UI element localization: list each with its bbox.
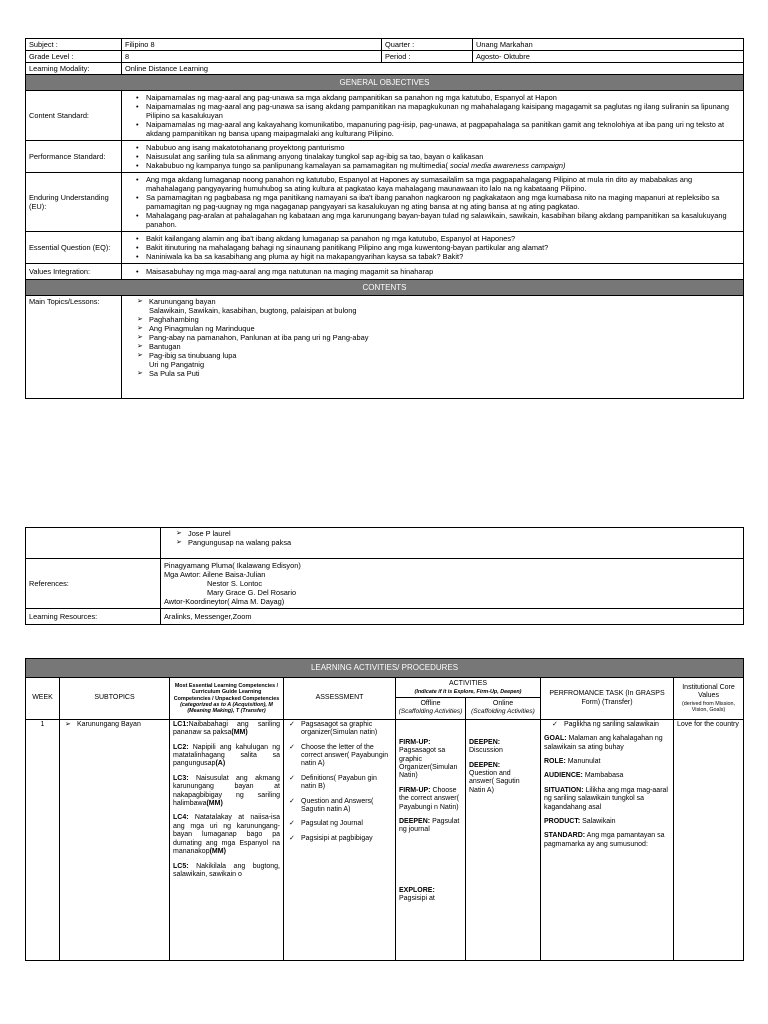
grasps-standard: STANDARD: Ang mga pamantayan sa pagmamarka ay ang sumusunod: bbox=[544, 832, 665, 848]
enduring-understanding-item: • Sa pamamagitan ng pagbabasa ng mga panitikang namayani sa iba't ibang panahon nagkaroon ng pagkakataon ang mga kumabasa nito na maging mapanuri at repleksibo sa pamamagitan ng pag-uugnay ng mga nagaganap pangyayari sa kasalukuyan ng ating bansa at ng ating bansa at ng ating pagkatao. bbox=[138, 193, 740, 211]
offline-explore: EXPLORE: Pagsisipi at bbox=[399, 886, 435, 903]
performance-standard-row bbox=[26, 141, 744, 173]
col-offline-note: (Scaffolding Activities) bbox=[398, 708, 463, 716]
grade-value: 8 bbox=[122, 51, 382, 63]
grasps-role: ROLE: Manunulat bbox=[544, 758, 601, 766]
online-cell bbox=[466, 719, 541, 960]
offline-firmup-1: FIRM-UP: Pagsasagot sa graphic Organizer(Simulan Natin) bbox=[399, 738, 458, 780]
essential-question-item: • Naniniwala ka ba sa kasabihang ang pluma ay higit na makapangyarihan kaysa sa tabak? Bakit? bbox=[138, 252, 740, 261]
performance-item-text: Nakabubuo ng kampanya tungo sa panlipunang kamalayan sa pamamagitan ng multimedia( bbox=[146, 161, 451, 170]
online-deepen-2: DEEPEN: Question and answer( Sagutin Natin A) bbox=[469, 761, 520, 794]
col-online bbox=[466, 698, 541, 720]
offline-firmup-2: FIRM-UP: Choose the correct answer( Payabungi n Natin) bbox=[399, 786, 459, 811]
quarter-value: Unang Markahan bbox=[473, 39, 744, 51]
lc1: LC1:Naibabahagi ang sariling pananaw sa paksa(MM) bbox=[173, 720, 280, 737]
performance-task-list bbox=[544, 721, 670, 729]
topic-item: ➢ Pangungusap na walang paksa bbox=[176, 538, 740, 547]
topic-item: ➢ Paghahambing bbox=[137, 315, 740, 324]
performance-standard-item: • Nabubuo ang isang makatotohanang proyektong panturismo bbox=[138, 143, 740, 152]
info-row-subject bbox=[26, 39, 744, 51]
enduring-understanding-label: Enduring Understanding (EU): bbox=[26, 173, 122, 232]
col-core-values-title: Institutional Core Values bbox=[682, 684, 735, 700]
lesson-plan-table bbox=[25, 38, 744, 399]
essential-question-list bbox=[125, 234, 740, 261]
topics-continued-blank bbox=[26, 528, 161, 559]
grasps-audience: AUDIENCE: Mambabasa bbox=[544, 772, 624, 780]
enduring-understanding-item: • Ang mga akdang lumaganap noong panahon ng katutubo, Espanyol at Hapones ay sumasailalim sa mga pagpapahalagang Pilipino at mula rin dito ay mababakas ang mahahalagang pangyayaring humuhubog sa ating kultura at pagkatao kaya mahalagang maunawaan ito lalo na ng kabataang Pilipino. bbox=[138, 175, 740, 193]
values-integration-row bbox=[26, 264, 744, 280]
learning-resources-value: Aralinks, Messenger,Zoom bbox=[161, 609, 744, 625]
assessment-item: ✓ Question and Answers( Sagutin natin A) bbox=[289, 798, 392, 815]
lc2: LC2: Napipili ang kahulugan ng matatalinhagang salita sa pangungusap(A) bbox=[173, 743, 280, 768]
reference-line: Awtor-Koordineytor( Alma M. Dayag) bbox=[164, 597, 285, 606]
col-week: WEEK bbox=[26, 678, 60, 719]
performance-item-italic: social media awareness campaign) bbox=[450, 161, 566, 170]
topic-item: ➢ Bantugan bbox=[137, 342, 740, 351]
modality-label: Learning Modality: bbox=[26, 63, 122, 75]
contents-continued-table bbox=[25, 527, 744, 625]
performance-standard-item bbox=[138, 161, 740, 170]
topic-item: Uri ng Pangatnig bbox=[149, 360, 205, 369]
main-topics-label: Main Topics/Lessons: bbox=[26, 296, 122, 399]
content-standard-item: • Naipamamalas ng mag-aaral ang pag-unawa sa isang akdang pampanitikan na mapagkukunan ng mahahalagang kaisipang magagamit sa paglutas ng ilang suliranin sa lipunang Pilipino sa kasalukuyan bbox=[138, 102, 740, 120]
grasps-goal: GOAL: Malaman ang kahalagahan ng salawikain sa ating buhay bbox=[544, 735, 663, 751]
topic-item: ➢ Pag-ibig sa tinubuang lupa bbox=[137, 351, 740, 360]
online-deepen-1: DEEPEN: Discussion bbox=[469, 738, 503, 755]
performance-standard-item: • Naisusulat ang sariling tula sa alinmang anyong tinalakay tungkol sap ag-ibig sa tao, bayan o kalikasan bbox=[138, 152, 740, 161]
general-objectives-header: GENERAL OBJECTIVES bbox=[26, 75, 744, 91]
activities-header-row bbox=[26, 678, 744, 698]
col-activities bbox=[396, 678, 541, 698]
subject-label: Subject : bbox=[26, 39, 122, 51]
essential-question-row bbox=[26, 232, 744, 264]
col-offline bbox=[396, 698, 466, 720]
col-online-title: Online bbox=[492, 700, 514, 708]
learning-resources-label: Learning Resources: bbox=[26, 609, 161, 625]
core-values-cell: Love for the country bbox=[674, 719, 744, 960]
main-topics-row bbox=[26, 296, 744, 399]
subtopic-list bbox=[63, 721, 166, 729]
contents-header: CONTENTS bbox=[26, 280, 744, 296]
offline-cell bbox=[396, 719, 466, 960]
info-row-grade bbox=[26, 51, 744, 63]
assessment-item: ✓ Definitions( Payabun gin natin B) bbox=[289, 775, 392, 792]
melc-cell bbox=[170, 719, 284, 960]
col-activities-title: ACTIVITIES bbox=[448, 680, 488, 688]
assessment-item: ✓ Pagsisipi at pagbibigay bbox=[289, 835, 392, 843]
learning-activities-table bbox=[25, 658, 744, 961]
essential-question-item: • Bakit itinuturing na mahalagang bahagi ng sinaunang panitikang Pilipino ang mga kuwentong-bayan partikular ang alamat? bbox=[138, 243, 740, 252]
content-standard-row bbox=[26, 91, 744, 141]
subtopic-cell bbox=[60, 719, 170, 960]
col-core-values-note: (derived from Mission, Vision, Goals) bbox=[681, 700, 736, 714]
grade-label: Grade Level : bbox=[26, 51, 122, 63]
topic-item: ➢ Ang Pinagmulan ng Marinduque bbox=[137, 324, 740, 333]
period-value: Agosto- Oktubre bbox=[473, 51, 744, 63]
week-cell: 1 bbox=[26, 719, 60, 960]
reference-line: Nestor S. Lontoc bbox=[207, 579, 263, 588]
performance-task-item: ✓ Paglikha ng sariling salawikain bbox=[552, 721, 670, 729]
references-label: References: bbox=[26, 559, 161, 609]
col-activities-note: (Indicate if it is Explore, Firm-Up, Deepen) bbox=[414, 688, 522, 695]
content-standard-item: • Naipamamalas ng mag-aaral ang kakayahang komunikatibo, mapanuring pag-iisip, pag-unawa, at pagpapahalaga sa panitikan gamit ang teknolohiya at iba pang uri ng teksto at akdang pampanitikan ng bansa upang maipagmalaki ang kulturang Pilipino. bbox=[138, 120, 740, 138]
lc3: LC3: Naisusulat ang akmang karunungang bayan at nakapagbibigay ng sariling halimbawa(MM) bbox=[173, 774, 280, 808]
content-standard-item: • Naipamamalas ng mag-aaral ang pag-unawa sa mga akdang pampanitikan sa panahon ng mga katutubo, Espanyol at Hapon bbox=[138, 93, 740, 102]
assessment-item: ✓ Pagsasagot sa graphic organizer(Simulan natin) bbox=[289, 721, 392, 738]
col-performance-task-title: PERFROMANCE TASK (In GRASPS Form) (Transfer) bbox=[549, 690, 665, 706]
reference-line: Mary Grace G. Del Rosario bbox=[207, 588, 297, 597]
offline-deepen: DEEPEN: Pagsulat ng journal bbox=[399, 818, 460, 834]
info-row-modality bbox=[26, 63, 744, 75]
topic-item: ➢ Pang-abay na pamanahon, Panlunan at iba pang uri ng Pang-abay bbox=[137, 333, 740, 342]
col-offline-title: Offline bbox=[420, 700, 441, 708]
assessment-item: ✓ Pagsulat ng Journal bbox=[289, 820, 392, 828]
activities-row-week-1 bbox=[26, 719, 744, 960]
subtopic-item: ➢ Karunungang Bayan bbox=[65, 721, 166, 729]
modality-value: Online Distance Learning bbox=[122, 63, 744, 75]
values-integration-item: • Maisasabuhay ng mga mag-aaral ang mga natutunan na maging magamit sa hinaharap bbox=[138, 267, 740, 276]
references-list bbox=[161, 559, 744, 609]
topics-continued-row bbox=[26, 528, 744, 559]
performance-standard-label: Performance Standard: bbox=[26, 141, 122, 173]
lc4: LC4: Natatalakay at naiisa-isa ang mga uri ng karunungang-bayan lumaganap bago pa dumating ang mga Espanyol na mananakop(MM) bbox=[173, 814, 280, 856]
col-core-values bbox=[674, 678, 744, 719]
col-assessment: ASSESSMENT bbox=[284, 678, 396, 719]
topic-item: Salawikain, Sawikain, kasabihan, bugtong, palaisipan at bulong bbox=[149, 306, 357, 315]
learning-activities-header: LEARNING ACTIVITIES/ PROCEDURES bbox=[26, 659, 744, 678]
assessment-list bbox=[287, 721, 392, 843]
topic-item: ➢ Karunungang bayan bbox=[137, 297, 740, 306]
col-online-note: (Scaffolding Activities) bbox=[471, 708, 535, 716]
reference-line: Pinagyamang Pluma( Ikalawang Edisyon) bbox=[164, 561, 301, 570]
reference-line: Mga Awtor: Ailene Baisa-Julian bbox=[164, 570, 266, 579]
main-topics-list bbox=[125, 297, 740, 378]
values-integration-label: Values Integration: bbox=[26, 264, 122, 280]
performance-standard-list bbox=[125, 143, 740, 170]
assessment-item: ✓ Choose the letter of the correct answer( Payabungin natin A) bbox=[289, 744, 392, 769]
grasps-situation: SITUATION: Lilikha ang mga mag-aaral ng sariling salawikain tungkol sa kagandahang asal bbox=[544, 786, 668, 811]
topic-item: ➢ Sa Pula sa Puti bbox=[137, 369, 740, 378]
topic-item: ➢ Jose P laurel bbox=[176, 529, 740, 538]
learning-resources-row bbox=[26, 609, 744, 625]
subject-value: Filipino 8 bbox=[122, 39, 382, 51]
enduring-understanding-row bbox=[26, 173, 744, 232]
col-melc-note: (categorized as to A (Acquisition), M (Meaning Making), T (Transfer) bbox=[180, 701, 273, 714]
essential-question-label: Essential Question (EQ): bbox=[26, 232, 122, 264]
enduring-understanding-item: • Mahalagang pag-aralan at pahalagahan ng kabataan ang mga karunungang bayan-bayan tulad ng salawikain, sawikain, kasabihan bilang akdang pampanitikan sa kasalukuyang panahon. bbox=[138, 211, 740, 229]
grasps-product: PRODUCT: Salawikain bbox=[544, 818, 616, 826]
enduring-understanding-list bbox=[125, 175, 740, 229]
col-melc bbox=[170, 678, 284, 719]
performance-task-cell bbox=[541, 719, 674, 960]
references-row bbox=[26, 559, 744, 609]
values-integration-list bbox=[125, 267, 740, 276]
content-standard-label: Content Standard: bbox=[26, 91, 122, 141]
period-label: Period : bbox=[382, 51, 473, 63]
col-melc-title: Most Essential Learning Competencies / Curriculum Guide Learning Competencies / Unpacked Competencies bbox=[173, 683, 280, 702]
content-standard-list bbox=[125, 93, 740, 138]
topics-continued-list bbox=[164, 529, 740, 547]
col-subtopics: SUBTOPICS bbox=[60, 678, 170, 719]
lc5: LC5: Nakikilala ang bugtong, salawikain, sawikain o bbox=[173, 862, 280, 878]
assessment-cell bbox=[284, 719, 396, 960]
col-performance-task bbox=[541, 678, 674, 719]
quarter-label: Quarter : bbox=[382, 39, 473, 51]
essential-question-item: • Bakit kailangang alamin ang iba't ibang akdang lumaganap sa panahon ng mga katutubo, Espanyol at Hapones? bbox=[138, 234, 740, 243]
